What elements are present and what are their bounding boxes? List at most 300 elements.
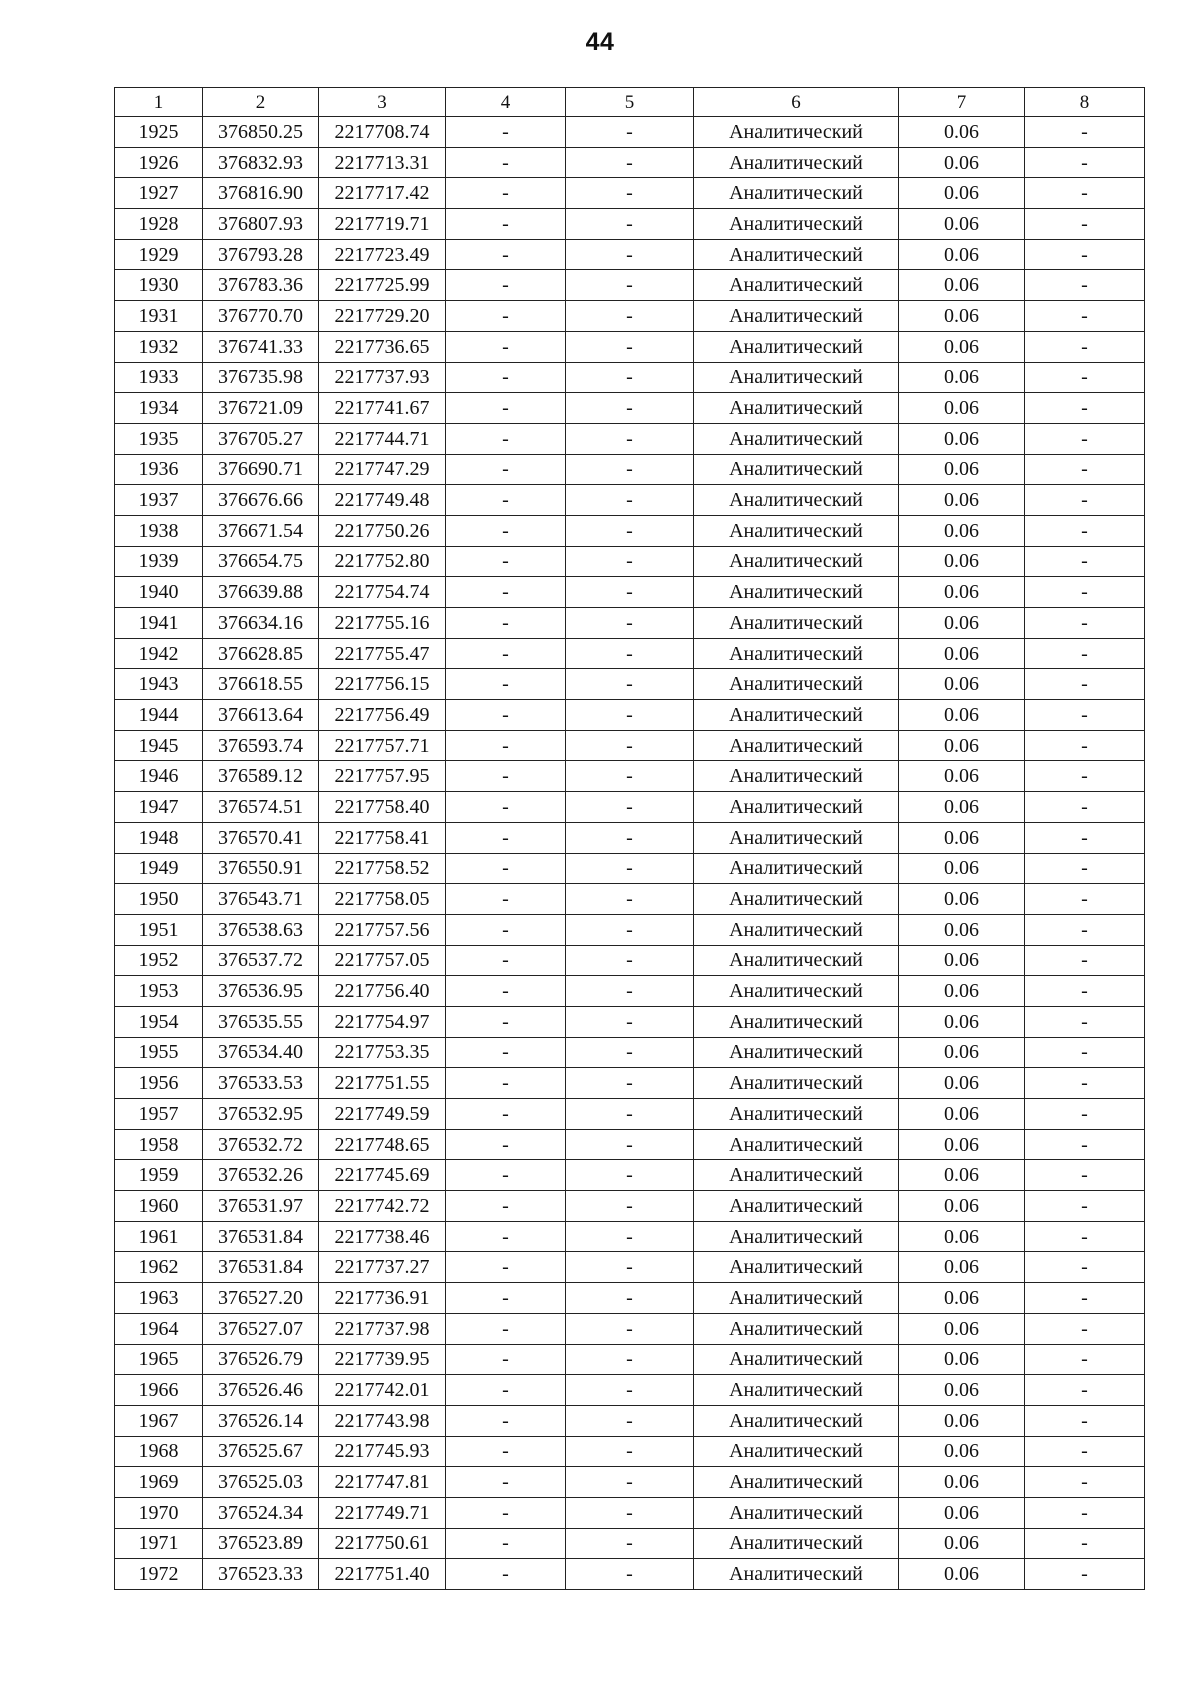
- col-4-cell: -: [446, 1528, 566, 1559]
- col-4-cell: -: [446, 822, 566, 853]
- col-8-cell: -: [1025, 1375, 1145, 1406]
- point-number-cell: 1964: [115, 1313, 203, 1344]
- y-coordinate-cell: 2217747.81: [319, 1467, 446, 1498]
- col-4-cell: -: [446, 638, 566, 669]
- table-row: [115, 1099, 1145, 1130]
- accuracy-cell: 0.06: [899, 1559, 1025, 1590]
- table-row: [115, 669, 1145, 700]
- y-coordinate-cell: 2217729.20: [319, 301, 446, 332]
- method-cell: Аналитический: [694, 976, 899, 1007]
- table-row: [115, 1405, 1145, 1436]
- point-number-cell: 1938: [115, 515, 203, 546]
- table-row: [115, 822, 1145, 853]
- col-5-cell: -: [566, 147, 694, 178]
- point-number-cell: 1971: [115, 1528, 203, 1559]
- accuracy-cell: 0.06: [899, 1528, 1025, 1559]
- point-number-cell: 1959: [115, 1160, 203, 1191]
- x-coordinate-cell: 376532.26: [203, 1160, 319, 1191]
- method-cell: Аналитический: [694, 1129, 899, 1160]
- col-5-cell: -: [566, 1313, 694, 1344]
- table-row: [115, 423, 1145, 454]
- method-cell: Аналитический: [694, 1405, 899, 1436]
- point-number-cell: 1925: [115, 117, 203, 148]
- accuracy-cell: 0.06: [899, 1375, 1025, 1406]
- x-coordinate-cell: 376543.71: [203, 884, 319, 915]
- col-5-cell: -: [566, 700, 694, 731]
- col-8-cell: -: [1025, 178, 1145, 209]
- column-header-6: 6: [694, 88, 899, 117]
- col-4-cell: -: [446, 730, 566, 761]
- accuracy-cell: 0.06: [899, 423, 1025, 454]
- col-8-cell: -: [1025, 485, 1145, 516]
- y-coordinate-cell: 2217741.67: [319, 393, 446, 424]
- col-8-cell: -: [1025, 454, 1145, 485]
- col-4-cell: -: [446, 485, 566, 516]
- col-5-cell: -: [566, 1375, 694, 1406]
- method-cell: Аналитический: [694, 730, 899, 761]
- y-coordinate-cell: 2217747.29: [319, 454, 446, 485]
- accuracy-cell: 0.06: [899, 945, 1025, 976]
- table-row: [115, 485, 1145, 516]
- col-8-cell: -: [1025, 1068, 1145, 1099]
- col-5-cell: -: [566, 1436, 694, 1467]
- point-number-cell: 1934: [115, 393, 203, 424]
- col-4-cell: -: [446, 1283, 566, 1314]
- method-cell: Аналитический: [694, 454, 899, 485]
- y-coordinate-cell: 2217758.05: [319, 884, 446, 915]
- y-coordinate-cell: 2217749.59: [319, 1099, 446, 1130]
- col-4-cell: -: [446, 117, 566, 148]
- table-row: [115, 730, 1145, 761]
- col-4-cell: -: [446, 1344, 566, 1375]
- y-coordinate-cell: 2217748.65: [319, 1129, 446, 1160]
- x-coordinate-cell: 376533.53: [203, 1068, 319, 1099]
- col-4-cell: -: [446, 669, 566, 700]
- point-number-cell: 1968: [115, 1436, 203, 1467]
- col-5-cell: -: [566, 423, 694, 454]
- point-number-cell: 1969: [115, 1467, 203, 1498]
- point-number-cell: 1940: [115, 577, 203, 608]
- col-8-cell: -: [1025, 1191, 1145, 1222]
- col-4-cell: -: [446, 1160, 566, 1191]
- table-body: [115, 117, 1145, 1590]
- column-header-2: 2: [203, 88, 319, 117]
- column-header-8: 8: [1025, 88, 1145, 117]
- y-coordinate-cell: 2217758.52: [319, 853, 446, 884]
- y-coordinate-cell: 2217755.47: [319, 638, 446, 669]
- accuracy-cell: 0.06: [899, 884, 1025, 915]
- table-row: [115, 1436, 1145, 1467]
- x-coordinate-cell: 376671.54: [203, 515, 319, 546]
- table-row: [115, 331, 1145, 362]
- point-number-cell: 1945: [115, 730, 203, 761]
- point-number-cell: 1963: [115, 1283, 203, 1314]
- method-cell: Аналитический: [694, 1559, 899, 1590]
- col-5-cell: -: [566, 914, 694, 945]
- table-row: [115, 301, 1145, 332]
- col-5-cell: -: [566, 178, 694, 209]
- col-8-cell: -: [1025, 700, 1145, 731]
- y-coordinate-cell: 2217756.49: [319, 700, 446, 731]
- table-row: [115, 853, 1145, 884]
- table-row: [115, 546, 1145, 577]
- col-5-cell: -: [566, 1221, 694, 1252]
- table-row: [115, 239, 1145, 270]
- method-cell: Аналитический: [694, 1344, 899, 1375]
- point-number-cell: 1954: [115, 1006, 203, 1037]
- table-row: [115, 1221, 1145, 1252]
- y-coordinate-cell: 2217756.15: [319, 669, 446, 700]
- x-coordinate-cell: 376536.95: [203, 976, 319, 1007]
- x-coordinate-cell: 376532.72: [203, 1129, 319, 1160]
- page-number: 44: [585, 28, 615, 56]
- y-coordinate-cell: 2217758.41: [319, 822, 446, 853]
- accuracy-cell: 0.06: [899, 393, 1025, 424]
- x-coordinate-cell: 376783.36: [203, 270, 319, 301]
- method-cell: Аналитический: [694, 577, 899, 608]
- accuracy-cell: 0.06: [899, 209, 1025, 240]
- accuracy-cell: 0.06: [899, 1068, 1025, 1099]
- point-number-cell: 1927: [115, 178, 203, 209]
- col-4-cell: -: [446, 884, 566, 915]
- accuracy-cell: 0.06: [899, 1160, 1025, 1191]
- table-row: [115, 1129, 1145, 1160]
- col-4-cell: -: [446, 1006, 566, 1037]
- y-coordinate-cell: 2217723.49: [319, 239, 446, 270]
- col-8-cell: -: [1025, 546, 1145, 577]
- y-coordinate-cell: 2217736.65: [319, 331, 446, 362]
- col-5-cell: -: [566, 577, 694, 608]
- accuracy-cell: 0.06: [899, 638, 1025, 669]
- point-number-cell: 1952: [115, 945, 203, 976]
- x-coordinate-cell: 376589.12: [203, 761, 319, 792]
- method-cell: Аналитический: [694, 1283, 899, 1314]
- x-coordinate-cell: 376634.16: [203, 608, 319, 639]
- method-cell: Аналитический: [694, 914, 899, 945]
- x-coordinate-cell: 376735.98: [203, 362, 319, 393]
- accuracy-cell: 0.06: [899, 331, 1025, 362]
- accuracy-cell: 0.06: [899, 147, 1025, 178]
- accuracy-cell: 0.06: [899, 730, 1025, 761]
- accuracy-cell: 0.06: [899, 117, 1025, 148]
- y-coordinate-cell: 2217743.98: [319, 1405, 446, 1436]
- col-8-cell: -: [1025, 1467, 1145, 1498]
- col-8-cell: -: [1025, 1313, 1145, 1344]
- accuracy-cell: 0.06: [899, 515, 1025, 546]
- table-row: [115, 914, 1145, 945]
- col-5-cell: -: [566, 1252, 694, 1283]
- point-number-cell: 1932: [115, 331, 203, 362]
- col-8-cell: -: [1025, 1528, 1145, 1559]
- y-coordinate-cell: 2217755.16: [319, 608, 446, 639]
- method-cell: Аналитический: [694, 1006, 899, 1037]
- col-5-cell: -: [566, 853, 694, 884]
- y-coordinate-cell: 2217750.26: [319, 515, 446, 546]
- col-8-cell: -: [1025, 239, 1145, 270]
- x-coordinate-cell: 376523.89: [203, 1528, 319, 1559]
- accuracy-cell: 0.06: [899, 822, 1025, 853]
- col-4-cell: -: [446, 239, 566, 270]
- point-number-cell: 1948: [115, 822, 203, 853]
- point-number-cell: 1957: [115, 1099, 203, 1130]
- x-coordinate-cell: 376574.51: [203, 792, 319, 823]
- col-5-cell: -: [566, 638, 694, 669]
- col-4-cell: -: [446, 608, 566, 639]
- x-coordinate-cell: 376628.85: [203, 638, 319, 669]
- point-number-cell: 1955: [115, 1037, 203, 1068]
- accuracy-cell: 0.06: [899, 914, 1025, 945]
- table-row: [115, 761, 1145, 792]
- col-5-cell: -: [566, 945, 694, 976]
- col-8-cell: -: [1025, 1436, 1145, 1467]
- col-8-cell: -: [1025, 117, 1145, 148]
- col-4-cell: -: [446, 1497, 566, 1528]
- table-row: [115, 700, 1145, 731]
- method-cell: Аналитический: [694, 884, 899, 915]
- col-8-cell: -: [1025, 515, 1145, 546]
- col-8-cell: -: [1025, 362, 1145, 393]
- table-header: [115, 88, 1145, 117]
- method-cell: Аналитический: [694, 209, 899, 240]
- col-5-cell: -: [566, 362, 694, 393]
- point-number-cell: 1943: [115, 669, 203, 700]
- x-coordinate-cell: 376526.79: [203, 1344, 319, 1375]
- point-number-cell: 1962: [115, 1252, 203, 1283]
- x-coordinate-cell: 376527.20: [203, 1283, 319, 1314]
- point-number-cell: 1946: [115, 761, 203, 792]
- col-5-cell: -: [566, 393, 694, 424]
- col-4-cell: -: [446, 853, 566, 884]
- method-cell: Аналитический: [694, 1191, 899, 1222]
- accuracy-cell: 0.06: [899, 577, 1025, 608]
- method-cell: Аналитический: [694, 362, 899, 393]
- col-4-cell: -: [446, 700, 566, 731]
- accuracy-cell: 0.06: [899, 1436, 1025, 1467]
- x-coordinate-cell: 376770.70: [203, 301, 319, 332]
- accuracy-cell: 0.06: [899, 178, 1025, 209]
- x-coordinate-cell: 376531.84: [203, 1221, 319, 1252]
- col-5-cell: -: [566, 1191, 694, 1222]
- method-cell: Аналитический: [694, 669, 899, 700]
- col-4-cell: -: [446, 1221, 566, 1252]
- col-8-cell: -: [1025, 393, 1145, 424]
- method-cell: Аналитический: [694, 301, 899, 332]
- method-cell: Аналитический: [694, 178, 899, 209]
- col-5-cell: -: [566, 792, 694, 823]
- table-row: [115, 1497, 1145, 1528]
- col-5-cell: -: [566, 1528, 694, 1559]
- table-row: [115, 577, 1145, 608]
- col-5-cell: -: [566, 270, 694, 301]
- col-8-cell: -: [1025, 822, 1145, 853]
- col-4-cell: -: [446, 1037, 566, 1068]
- table-row: [115, 1252, 1145, 1283]
- y-coordinate-cell: 2217756.40: [319, 976, 446, 1007]
- method-cell: Аналитический: [694, 270, 899, 301]
- table-row: [115, 270, 1145, 301]
- point-number-cell: 1935: [115, 423, 203, 454]
- col-4-cell: -: [446, 270, 566, 301]
- method-cell: Аналитический: [694, 1467, 899, 1498]
- table-row: [115, 638, 1145, 669]
- col-5-cell: -: [566, 301, 694, 332]
- method-cell: Аналитический: [694, 393, 899, 424]
- col-5-cell: -: [566, 1405, 694, 1436]
- method-cell: Аналитический: [694, 1068, 899, 1099]
- col-4-cell: -: [446, 1559, 566, 1590]
- accuracy-cell: 0.06: [899, 1497, 1025, 1528]
- col-5-cell: -: [566, 1006, 694, 1037]
- point-number-cell: 1942: [115, 638, 203, 669]
- point-number-cell: 1931: [115, 301, 203, 332]
- col-4-cell: -: [446, 393, 566, 424]
- col-4-cell: -: [446, 1375, 566, 1406]
- method-cell: Аналитический: [694, 1375, 899, 1406]
- col-4-cell: -: [446, 1129, 566, 1160]
- table-row: [115, 1283, 1145, 1314]
- table-row: [115, 515, 1145, 546]
- point-number-cell: 1944: [115, 700, 203, 731]
- point-number-cell: 1960: [115, 1191, 203, 1222]
- col-8-cell: -: [1025, 1037, 1145, 1068]
- table-row: [115, 945, 1145, 976]
- col-8-cell: -: [1025, 1283, 1145, 1314]
- accuracy-cell: 0.06: [899, 1405, 1025, 1436]
- x-coordinate-cell: 376705.27: [203, 423, 319, 454]
- y-coordinate-cell: 2217751.40: [319, 1559, 446, 1590]
- x-coordinate-cell: 376523.33: [203, 1559, 319, 1590]
- x-coordinate-cell: 376676.66: [203, 485, 319, 516]
- col-5-cell: -: [566, 1467, 694, 1498]
- column-header-5: 5: [566, 88, 694, 117]
- method-cell: Аналитический: [694, 423, 899, 454]
- col-4-cell: -: [446, 147, 566, 178]
- x-coordinate-cell: 376807.93: [203, 209, 319, 240]
- accuracy-cell: 0.06: [899, 362, 1025, 393]
- y-coordinate-cell: 2217708.74: [319, 117, 446, 148]
- col-8-cell: -: [1025, 638, 1145, 669]
- y-coordinate-cell: 2217742.01: [319, 1375, 446, 1406]
- point-number-cell: 1967: [115, 1405, 203, 1436]
- y-coordinate-cell: 2217739.95: [319, 1344, 446, 1375]
- y-coordinate-cell: 2217753.35: [319, 1037, 446, 1068]
- y-coordinate-cell: 2217717.42: [319, 178, 446, 209]
- method-cell: Аналитический: [694, 485, 899, 516]
- y-coordinate-cell: 2217737.93: [319, 362, 446, 393]
- x-coordinate-cell: 376538.63: [203, 914, 319, 945]
- accuracy-cell: 0.06: [899, 1129, 1025, 1160]
- y-coordinate-cell: 2217737.98: [319, 1313, 446, 1344]
- column-header-1: 1: [115, 88, 203, 117]
- col-5-cell: -: [566, 1344, 694, 1375]
- point-number-cell: 1961: [115, 1221, 203, 1252]
- col-8-cell: -: [1025, 1160, 1145, 1191]
- column-header-3: 3: [319, 88, 446, 117]
- x-coordinate-cell: 376690.71: [203, 454, 319, 485]
- col-4-cell: -: [446, 792, 566, 823]
- col-8-cell: -: [1025, 1405, 1145, 1436]
- accuracy-cell: 0.06: [899, 1467, 1025, 1498]
- x-coordinate-cell: 376793.28: [203, 239, 319, 270]
- method-cell: Аналитический: [694, 1099, 899, 1130]
- x-coordinate-cell: 376570.41: [203, 822, 319, 853]
- y-coordinate-cell: 2217745.93: [319, 1436, 446, 1467]
- x-coordinate-cell: 376526.14: [203, 1405, 319, 1436]
- accuracy-cell: 0.06: [899, 792, 1025, 823]
- col-4-cell: -: [446, 331, 566, 362]
- col-4-cell: -: [446, 1405, 566, 1436]
- col-8-cell: -: [1025, 301, 1145, 332]
- table-row: [115, 1313, 1145, 1344]
- point-number-cell: 1936: [115, 454, 203, 485]
- table-row: [115, 976, 1145, 1007]
- table-row: [115, 117, 1145, 148]
- col-8-cell: -: [1025, 209, 1145, 240]
- accuracy-cell: 0.06: [899, 239, 1025, 270]
- col-4-cell: -: [446, 577, 566, 608]
- col-4-cell: -: [446, 761, 566, 792]
- point-number-cell: 1928: [115, 209, 203, 240]
- col-4-cell: -: [446, 945, 566, 976]
- point-number-cell: 1929: [115, 239, 203, 270]
- y-coordinate-cell: 2217754.74: [319, 577, 446, 608]
- x-coordinate-cell: 376535.55: [203, 1006, 319, 1037]
- col-5-cell: -: [566, 1497, 694, 1528]
- table-row: [115, 147, 1145, 178]
- method-cell: Аналитический: [694, 638, 899, 669]
- accuracy-cell: 0.06: [899, 1313, 1025, 1344]
- method-cell: Аналитический: [694, 700, 899, 731]
- accuracy-cell: 0.06: [899, 301, 1025, 332]
- col-8-cell: -: [1025, 1099, 1145, 1130]
- method-cell: Аналитический: [694, 1497, 899, 1528]
- y-coordinate-cell: 2217757.71: [319, 730, 446, 761]
- table-row: [115, 1068, 1145, 1099]
- method-cell: Аналитический: [694, 546, 899, 577]
- col-8-cell: -: [1025, 761, 1145, 792]
- col-8-cell: -: [1025, 914, 1145, 945]
- point-number-cell: 1953: [115, 976, 203, 1007]
- point-number-cell: 1926: [115, 147, 203, 178]
- method-cell: Аналитический: [694, 1436, 899, 1467]
- y-coordinate-cell: 2217751.55: [319, 1068, 446, 1099]
- col-8-cell: -: [1025, 147, 1145, 178]
- col-8-cell: -: [1025, 1559, 1145, 1590]
- y-coordinate-cell: 2217752.80: [319, 546, 446, 577]
- col-5-cell: -: [566, 454, 694, 485]
- table-row: [115, 884, 1145, 915]
- col-8-cell: -: [1025, 1221, 1145, 1252]
- accuracy-cell: 0.06: [899, 1006, 1025, 1037]
- col-8-cell: -: [1025, 1252, 1145, 1283]
- accuracy-cell: 0.06: [899, 1252, 1025, 1283]
- table-row: [115, 1528, 1145, 1559]
- point-number-cell: 1950: [115, 884, 203, 915]
- col-4-cell: -: [446, 1313, 566, 1344]
- method-cell: Аналитический: [694, 761, 899, 792]
- col-4-cell: -: [446, 178, 566, 209]
- y-coordinate-cell: 2217713.31: [319, 147, 446, 178]
- table-row: [115, 1375, 1145, 1406]
- col-5-cell: -: [566, 331, 694, 362]
- point-number-cell: 1965: [115, 1344, 203, 1375]
- y-coordinate-cell: 2217725.99: [319, 270, 446, 301]
- col-5-cell: -: [566, 1129, 694, 1160]
- x-coordinate-cell: 376721.09: [203, 393, 319, 424]
- col-8-cell: -: [1025, 1497, 1145, 1528]
- point-number-cell: 1958: [115, 1129, 203, 1160]
- col-4-cell: -: [446, 423, 566, 454]
